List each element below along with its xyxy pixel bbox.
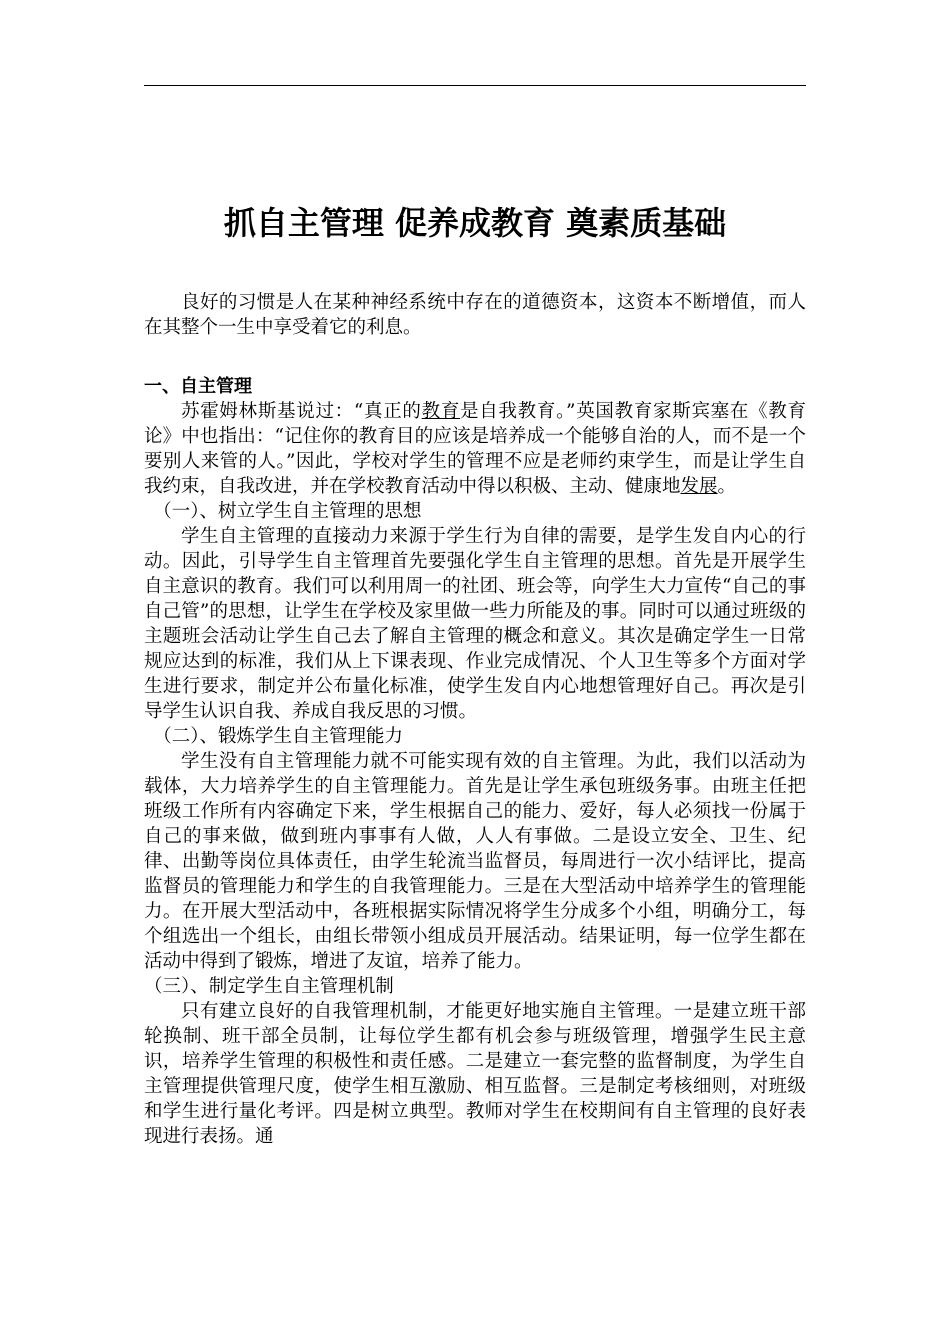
section-heading-self-management: 一、自主管理 bbox=[144, 376, 252, 397]
para1-text-start: 苏霍姆林斯基说过：“真正的 bbox=[181, 401, 422, 422]
subheading-3: （三）、制定学生自主管理机制 bbox=[144, 976, 394, 997]
intro-paragraph: 良好的习惯是人在某种神经系统中存在的道德资本，这资本不断增值，而人在其整个一生中享受着它的利息。 bbox=[144, 292, 806, 338]
sub1-paragraph: 学生自主管理的直接动力来源于学生行为自律的需要，是学生发自内心的行动。因此，引导学生自主管理首先要强化学生自主管理的思想。首先是开展学生自主意识的教育。我们可以利用周一的社团、班会等，向学生大力宣传“自己的事自己管”的思想，让学生在学校及家里做一些力所能及的事。同时可以通过班级的主题班会活动让学生自己去了解自主管理的概念和意义。其次是确定学生一日常规应达到的标准，我们从上下课表现、作业完成情况、个人卫生等多个方面对学生进行要求，制定并公布量化标准，使学生发自内心地想管理好自己。再次是引导学生认识自我、养成自我反思的习惯。 bbox=[144, 526, 806, 722]
document-title: 抓自主管理 促养成教育 奠素质基础 bbox=[223, 204, 727, 242]
sub3-paragraph: 只有建立良好的自我管理机制，才能更好地实施自主管理。一是建立班干部轮换制、班干部全员制，让每位学生都有机会参与班级管理，增强学生民主意识，培养学生管理的积极性和责任感。二是建立一套完整的监督制度，为学生自主管理提供管理尺度，使学生相互激励、相互监督。三是制定考核细则，对班级和学生进行量化考评。四是树立典型。教师对学生在校期间有自主管理的良好表现进行表扬。通 bbox=[144, 1001, 806, 1147]
document-body bbox=[144, 290, 806, 1149]
subheading-2: （二）、锻炼学生自主管理能力 bbox=[153, 726, 404, 747]
para1-text-middle: 是自我教育。”英国教育家斯宾塞在《教育论》中也指出：“记住你的教育目的应该是培养成一个能够自治的人，而不是一个要别人来管的人。”因此，学校对学生的管理不应是老师约束学生，而是让学生自我约束，自我改进，并在学校教育活动中得以积极、主动、健康地 bbox=[144, 401, 806, 497]
header-rule bbox=[144, 85, 806, 86]
link-development[interactable]: 发展 bbox=[680, 476, 718, 497]
para1-text-end: 。 bbox=[717, 476, 737, 497]
sub2-paragraph: 学生没有自主管理能力就不可能实现有效的自主管理。为此，我们以活动为载体，大力培养学生的自主管理能力。首先是让学生承包班级务事。由班主任把班级工作所有内容确定下来，学生根据自己的能力、爱好，每人必须找一份属于自己的事来做，做到班内事事有人做，人人有事做。二是设立安全、卫生、纪律、出勤等岗位具体责任，由学生轮流当监督员，每周进行一次小结评比，提高监督员的管理能力和学生的自我管理能力。三是在大型活动中培养学生的管理能力。在开展大型活动中，各班根据实际情况将学生分成多个小组，明确分工，每个组选出一个组长，由组长带领小组成员开展活动。结果证明，每一位学生都在活动中得到了锻炼，增进了友谊，培养了能力。 bbox=[144, 751, 806, 972]
subheading-1: （一）、树立学生自主管理的思想 bbox=[153, 501, 422, 522]
spacer bbox=[144, 340, 806, 374]
section1-paragraph bbox=[144, 399, 806, 499]
link-education[interactable]: 教育 bbox=[421, 401, 461, 422]
